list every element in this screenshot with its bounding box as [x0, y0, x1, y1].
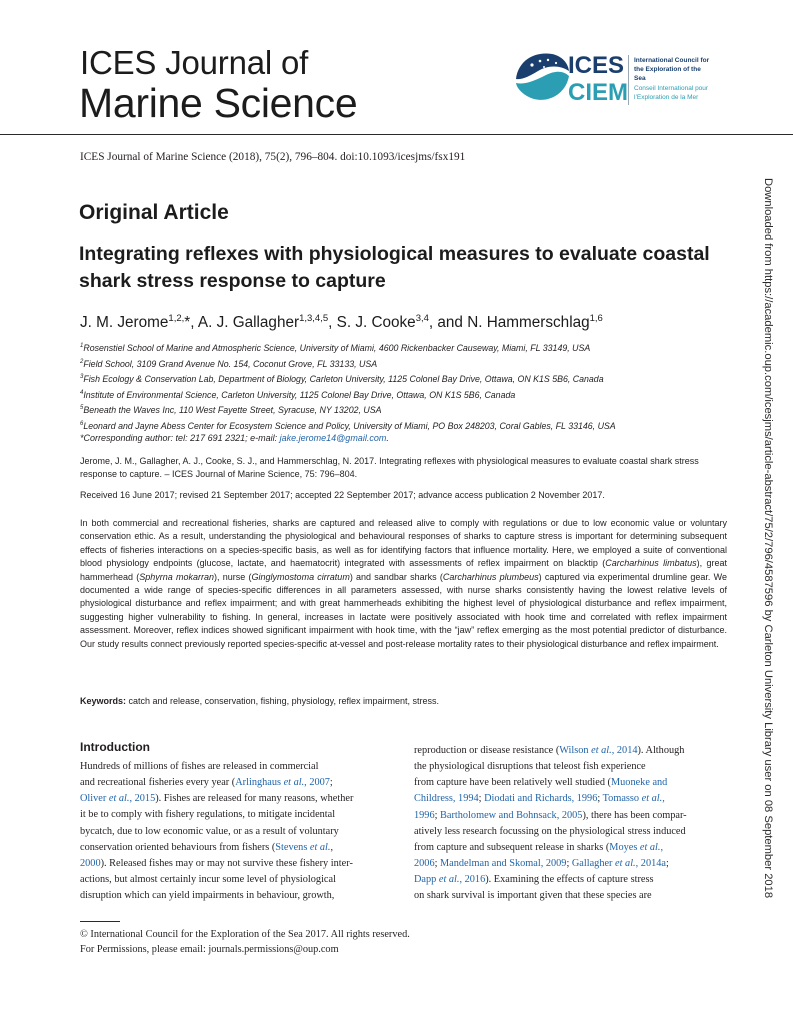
abstract-text: ) captured via experimental drumline gear. We documented a wide range of species-specific differences in all parameters assessed, with nurse sharks consistently having the lowest relative levels of physiological disturbance and reflex impairment; and with great hammerheads exhibiting the highest level of physiological disturbance and reflex impairment, suggesting higher vulnerability to fishing. In general, increases in lactate were positively associated with hook time and correlated with reflex impairment assessment. Moreover, reflex indices showed significant impairment with hook time, with the “jaw” reflex emerging as the most potential predictor of disturbance. Our study results connect previously reported species-specific at-vessel and post-release mortality rates to their physiological disturbance and reflex impairment. — [80, 571, 727, 649]
body-text: and recreational fisheries every year ( — [80, 777, 236, 789]
article-title: Integrating reflexes with physiological measures to evaluate coastal shark stress response to capture — [79, 243, 710, 292]
body-text: the physiological disruptions that teleost fish experience — [414, 761, 646, 773]
reference-link[interactable]: et al. — [108, 793, 130, 805]
body-text: from capture and subsequent release in sharks ( — [414, 841, 610, 853]
journal-citation-line: ICES Journal of Marine Science (2018), 75(2), 796–804. doi:10.1093/icesjms/fsx191 — [80, 151, 466, 163]
body-line — [414, 872, 727, 888]
reference-link[interactable]: et al. — [615, 858, 636, 870]
logo-french-name: Conseil International pour l’Exploration de la Mer — [634, 85, 709, 101]
author-name: A. J. Gallagher — [197, 314, 300, 332]
body-line — [414, 840, 727, 856]
body-column-left — [80, 759, 392, 904]
journal-name-line1: ICES Journal of — [80, 44, 309, 81]
download-watermark: Downloaded from https://academic.oup.com/icesjms/article-abstract/75/2/796/4587596 by Carleton University Library user on 08 September 2018 — [762, 178, 774, 899]
logo-ciem-text: CIEM — [568, 79, 628, 106]
reference-link[interactable]: , 2007 — [304, 777, 330, 789]
body-text: Hundreds of millions of fishes are released in commercial — [80, 761, 319, 772]
ices-logo-emblem-icon — [512, 49, 570, 105]
permissions-notice: For Permissions, please email: journals.permissions@oup.com — [80, 944, 339, 955]
body-text: ). Although — [637, 745, 685, 756]
reference-link[interactable]: Dapp — [414, 874, 439, 886]
body-text: ). Fishes are released for many reasons, whether — [155, 793, 354, 805]
body-line — [80, 807, 392, 823]
body-text: on shark survival is important given that these species are — [414, 890, 652, 902]
affiliation-number: 6 — [80, 420, 84, 427]
body-line — [414, 759, 727, 775]
affiliation-number: 4 — [80, 389, 84, 396]
body-text: reproduction or disease resistance ( — [414, 745, 560, 756]
reference-link[interactable]: et al. — [639, 841, 661, 853]
affiliation-number: 3 — [80, 374, 84, 381]
affiliation-row — [80, 418, 760, 434]
body-line — [80, 840, 392, 856]
reference-link[interactable]: , 2016 — [459, 874, 486, 886]
affiliation-row — [80, 340, 760, 356]
reference-link[interactable]: , — [662, 793, 665, 805]
body-text: from capture have been relatively well studied ( — [414, 777, 611, 789]
body-text: actions, but almost certainly incur some level of physiological — [80, 874, 336, 886]
body-text: ; — [566, 858, 572, 870]
affiliation-row — [80, 387, 760, 403]
body-text: ), there has been compar- — [582, 809, 687, 821]
species-name: Carcharhinus limbatus — [605, 558, 697, 569]
body-line — [414, 856, 727, 872]
reference-link[interactable]: et al. — [591, 745, 612, 756]
author-name: N. Hammerschlag — [467, 314, 590, 332]
reference-link[interactable]: Muoneke and — [611, 777, 668, 789]
article-citation: Jerome, J. M., Gallagher, A. J., Cooke, S. J., and Hammerschlag, N. 2017. Integrating reflexes with physiological measures to evaluate coastal shark stress response to capture. – ICES Journal of Marine Science, 75: 796–804. — [80, 456, 699, 480]
author-name: S. J. Cooke — [336, 314, 416, 332]
body-column-right — [414, 743, 727, 905]
body-text: bycatch, due to low economic value, or as a result of voluntary — [80, 825, 339, 837]
body-line — [414, 775, 727, 791]
body-text: ; — [434, 858, 441, 870]
logo-divider — [628, 55, 629, 105]
body-text: conservation oriented behaviours from fishers ( — [80, 841, 276, 853]
author-affiliation-mark: 1,2, — [168, 313, 185, 324]
reference-link[interactable]: Childress, 1994 — [414, 793, 479, 805]
body-text: ; — [665, 858, 669, 870]
article-type: Original Article — [79, 201, 229, 224]
affiliation-row — [80, 402, 760, 418]
species-name: Carcharhinus plumbeus — [442, 571, 539, 582]
abstract-text: ) and sandbar sharks ( — [349, 571, 443, 582]
reference-link[interactable]: et al. — [283, 777, 305, 789]
affiliation-text: Institute of Environmental Science, Carleton University, 1125 Colonel Bay Drive, Ottawa, ON K1S 5B6, Canada — [83, 389, 516, 400]
received-dates: Received 16 June 2017; revised 21 September 2017; accepted 22 September 2017; advance access publication 2 November 2017. — [80, 490, 605, 500]
keywords-list: catch and release, conservation, fishing, physiology, reflex impairment, stress. — [128, 696, 440, 706]
author-list: J. M. Jerome$^{1,2,}$*, A. J. Gallagher$^{1,3,4,5}$, S. J. Cooke$^{3,4}$, and N. Hammerschlag$^{1,6}$ — [80, 313, 603, 332]
body-text: ; — [329, 777, 333, 789]
body-text: ). Released fishes may or may not survive these fishery inter- — [100, 857, 353, 869]
logo-english-name: International Council for the Exploration of the Sea — [634, 57, 710, 82]
corresponding-author: *Corresponding author: tel: 217 691 2321; e-mail: jake.jerome14@gmail.com. — [80, 433, 389, 443]
affiliations — [80, 340, 760, 433]
reference-link[interactable]: Stevens — [275, 841, 310, 853]
abstract-text: ), nurse ( — [214, 571, 252, 582]
reference-link[interactable]: , — [660, 841, 664, 853]
keywords-label: Keywords: — [80, 696, 127, 706]
author-affiliation-mark: 1,6 — [589, 313, 603, 324]
author-affiliation-mark: 3,4 — [415, 313, 429, 324]
reference-link[interactable]: Bartholomew and Bohnsack, 2005 — [440, 809, 583, 821]
copyright-notice: © International Council for the Exploration of the Sea 2017. All rights reserved. — [80, 929, 410, 940]
reference-link[interactable]: et al. — [438, 874, 460, 886]
affiliation-number: 5 — [80, 405, 84, 412]
reference-link[interactable]: , 2014 — [611, 745, 638, 756]
reference-link[interactable]: , 2015 — [129, 793, 156, 805]
author-name: J. M. Jerome — [80, 314, 169, 332]
affiliation-text: Leonard and Jayne Abess Center for Ecosystem Science and Policy, University of Miami, PO Box 248203, Coral Gables, FL 33146, USA — [83, 420, 616, 431]
body-line — [80, 872, 392, 888]
affiliation-row — [80, 356, 760, 372]
corresponding-star: * — [184, 314, 191, 332]
body-text: ; — [478, 793, 485, 805]
reference-link[interactable]: 1996 — [414, 809, 435, 821]
footer-rule — [80, 921, 120, 922]
logo-ices-text: ICES — [568, 52, 625, 79]
body-line — [414, 888, 727, 904]
species-name: Ginglymostoma cirratum — [251, 571, 350, 582]
reference-link[interactable]: Arlinghaus — [235, 777, 284, 789]
affiliation-number: 2 — [80, 358, 84, 365]
affiliation-number: 1 — [80, 343, 84, 349]
species-name: Sphyrna mokarran — [139, 571, 215, 582]
section-heading-introduction: Introduction — [80, 740, 150, 754]
reference-link[interactable]: 2006 — [414, 858, 435, 870]
header-rule — [0, 134, 793, 135]
affiliation-text: Fish Ecology & Conservation Lab, Department of Biology, Carleton University, 1125 Colonel Bay Drive, Ottawa, ON K1S 5B6, Canada — [83, 373, 604, 384]
affiliation-text: Rosenstiel School of Marine and Atmospheric Science, University of Miami, 4600 Rickenbacker Causeway, Miami, FL 33149, USA — [83, 342, 591, 353]
abstract — [80, 517, 727, 651]
abstract-text: ), great hammerhead ( — [80, 558, 727, 582]
body-line — [80, 856, 392, 872]
body-line — [80, 791, 392, 807]
body-text: it be to comply with fishery regulations, to mitigate incidental — [80, 809, 336, 821]
reference-link[interactable]: Diodati and Richards, 1996 — [484, 793, 598, 805]
reference-link[interactable]: Oliver — [80, 793, 109, 805]
reference-link[interactable]: Moyes — [609, 841, 640, 853]
body-text: , — [330, 841, 334, 853]
body-text: disruption which can yield impairments in behaviour, growth, — [80, 890, 335, 902]
body-line — [414, 791, 727, 807]
affiliation-text: Field School, 3109 Grand Avenue No. 154, Coconut Grove, FL 33133, USA — [83, 358, 378, 369]
body-line — [80, 888, 392, 904]
reference-link[interactable]: Mandelman and Skomal, 2009 — [440, 858, 567, 870]
body-line — [80, 775, 392, 791]
reference-link[interactable]: et al. — [309, 841, 331, 853]
affiliation-text: Beneath the Waves Inc, 110 West Fayette Street, Syracuse, NY 13202, USA — [83, 404, 382, 415]
body-text: atively less research focussing on the physiological stress induced — [414, 825, 686, 837]
reference-link[interactable]: 2000 — [80, 857, 101, 869]
body-line — [414, 808, 727, 824]
reference-link[interactable]: et al. — [641, 793, 663, 805]
reference-link[interactable]: , 2014a — [635, 858, 666, 870]
body-line — [80, 759, 392, 775]
keywords — [80, 696, 439, 706]
affiliation-row — [80, 371, 760, 387]
reference-link[interactable]: Tomasso — [602, 793, 642, 805]
body-line — [80, 824, 392, 840]
body-line — [414, 824, 727, 840]
journal-name-line2: Marine Science — [79, 80, 358, 126]
body-text: ; — [434, 809, 441, 821]
body-text: ; — [597, 793, 603, 805]
author-affiliation-mark: 1,3,4,5 — [299, 313, 329, 324]
abstract-text: In both commercial and recreational fisheries, sharks are captured and released alive to comply with regulations or due to low economic value or voluntary conservation ethic. As a result, understanding the physiological and behavioural responses of sharks to capture stress is important for determining subsequent effects of fisheries interactions on a species-specific basis, as well as for identifying factors that influence mortality. Here, we employed a suite of conventional blood physiology endpoints (glucose, lactate, and haematocrit) integrated with assessments of reflex impairment on blacktip ( — [80, 518, 727, 569]
reference-link[interactable]: Wilson — [559, 745, 592, 756]
corresponding-email-link[interactable]: jake.jerome14@gmail.com — [279, 433, 387, 443]
body-line — [414, 743, 727, 759]
body-text: ). Examining the effects of capture stress — [485, 874, 654, 886]
reference-link[interactable]: Gallagher — [571, 858, 616, 870]
